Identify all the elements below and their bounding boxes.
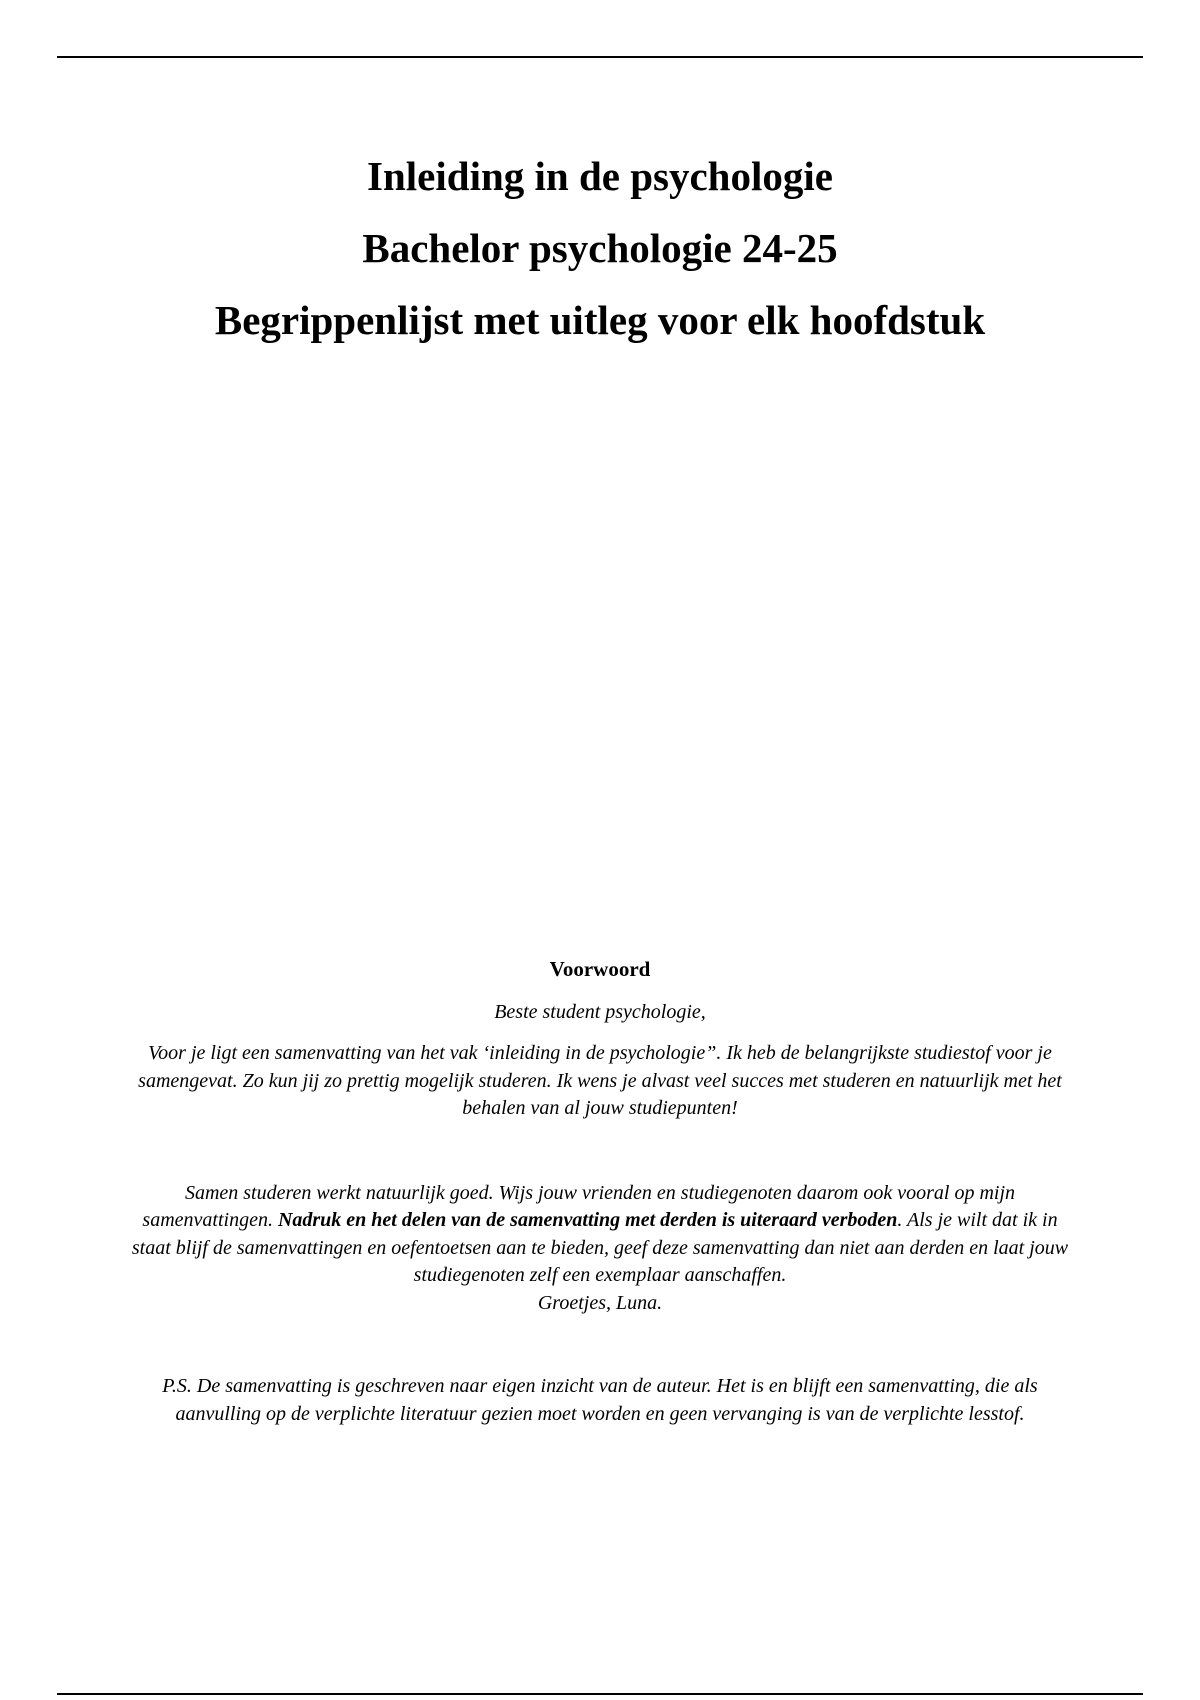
foreword-paragraph-intro: Voor je ligt een samenvatting van het vak ‘inleiding in de psychologie”. Ik heb de belangrijkste studiestof voor je samengevat. Zo kun jij zo prettig mogelijk studeren. Ik wens je alvast veel succes met studeren en natuurlijk met het behalen van al jouw studiepunten! — [138, 1042, 1062, 1119]
sharing-prohibition-notice: Nadruk en het delen van de samenvatting met derden is uiteraard verboden — [277, 1209, 898, 1231]
title-block — [0, 140, 1200, 356]
foreword-disclaimer: P.S. De samenvatting is geschreven naar eigen inzicht van de auteur. Het is en blijft een samenvatting, die als aanvulling op de verplichte literatuur gezien moet worden en geen vervanging is van de verplichte lesstof. — [162, 1375, 1038, 1425]
foreword-greeting: Beste student psychologie, — [494, 1000, 706, 1023]
course-subtitle: Bachelor psychologie 24-25 — [362, 225, 838, 271]
foreword-paragraph-sharing — [130, 1180, 1070, 1318]
sharing-text-before: Samen studeren werkt natuurlijk goed. Wijs jouw vrienden en studiegenoten daarom ook vooral op mijn samenvattingen. — [142, 1181, 1016, 1231]
foreword-heading: Voorwoord — [549, 957, 651, 981]
author-signoff: Groetjes, Luna. — [537, 1291, 663, 1314]
bottom-rule — [57, 1693, 1143, 1695]
document-title: Inleiding in de psychologie — [367, 153, 833, 199]
top-rule — [57, 56, 1143, 58]
sharing-text-after: . Als je wilt dat ik in staat blijf de samenvattingen en oefentoetsen aan te bieden, geef deze samenvatting dan niet aan derden en laat jouw studiegenoten zelf een exemplaar aanschaffen. — [131, 1209, 1069, 1286]
foreword-section — [130, 956, 1070, 1428]
document-description: Begrippenlijst met uitleg voor elk hoofdstuk — [214, 297, 986, 343]
